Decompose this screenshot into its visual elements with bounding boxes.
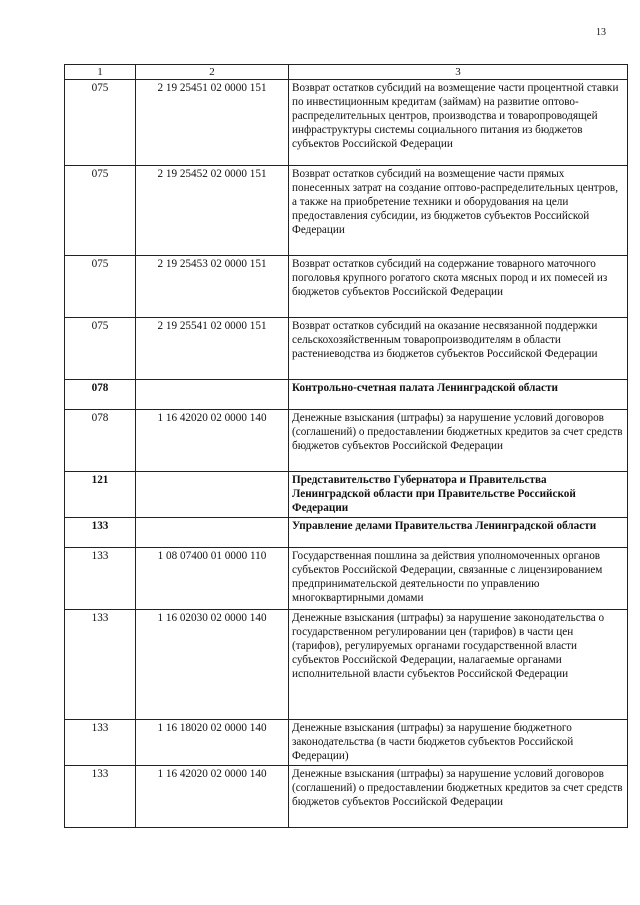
table-row: [65, 80, 628, 166]
table-row: [65, 410, 628, 472]
kbk-cell: 2 19 25451 02 0000 151: [136, 80, 289, 166]
kbk-cell: 1 16 42020 02 0000 140: [136, 766, 289, 828]
description-cell: Денежные взыскания (штрафы) за нарушение бюджетного законодательства (в части бюджетов субъектов Российской Федерации): [289, 720, 628, 766]
kbk-cell: 1 08 07400 01 0000 110: [136, 548, 289, 610]
table-row: [65, 548, 628, 610]
page-number: 13: [596, 27, 606, 38]
description-cell: Возврат остатков субсидий на возмещение части прямых понесенных затрат на создание оптово-распределительных центров, а также на приобретение техники и оборудования на цели предоставления субсидии, из бюджетов субъектов Российской Федерации: [289, 166, 628, 256]
table-row-section: [65, 472, 628, 518]
budget-codes-table: [64, 64, 628, 828]
admin-code-cell: 133: [65, 548, 136, 610]
table-row-section: [65, 380, 628, 410]
kbk-cell: 2 19 25453 02 0000 151: [136, 256, 289, 318]
admin-code-cell: 133: [65, 610, 136, 720]
description-cell: Государственная пошлина за действия уполномоченных органов субъектов Российской Федерации, связанные с лицензированием предпринимательской деятельности по управлению многоквартирными домами: [289, 548, 628, 610]
column-header-2: 2: [136, 65, 289, 80]
column-header-1: 1: [65, 65, 136, 80]
description-cell: Возврат остатков субсидий на содержание товарного маточного поголовья крупного рогатого скота мясных пород и их помесей из бюджетов субъектов Российской Федерации: [289, 256, 628, 318]
section-title-cell: Управление делами Правительства Ленинградской области: [289, 518, 628, 548]
kbk-cell: 1 16 02030 02 0000 140: [136, 610, 289, 720]
admin-code-cell: 133: [65, 766, 136, 828]
table-row: [65, 720, 628, 766]
kbk-cell: 2 19 25541 02 0000 151: [136, 318, 289, 380]
description-cell: Денежные взыскания (штрафы) за нарушение условий договоров (соглашений) о предоставлении бюджетных кредитов за счет средств бюджетов субъектов Российской Федерации: [289, 410, 628, 472]
admin-code-cell: 121: [65, 472, 136, 518]
admin-code-cell: 078: [65, 380, 136, 410]
table-row: [65, 766, 628, 828]
table-row: [65, 318, 628, 380]
admin-code-cell: 075: [65, 318, 136, 380]
section-title-cell: Контрольно-счетная палата Ленинградской области: [289, 380, 628, 410]
kbk-cell: [136, 518, 289, 548]
description-cell: Денежные взыскания (штрафы) за нарушение условий договоров (соглашений) о предоставлении бюджетных кредитов за счет средств бюджетов субъектов Российской Федерации: [289, 766, 628, 828]
admin-code-cell: 075: [65, 80, 136, 166]
kbk-cell: 1 16 18020 02 0000 140: [136, 720, 289, 766]
table-row: [65, 610, 628, 720]
table-row: [65, 166, 628, 256]
admin-code-cell: 133: [65, 720, 136, 766]
admin-code-cell: 075: [65, 256, 136, 318]
description-cell: Возврат остатков субсидий на оказание несвязанной поддержки сельскохозяйственным товаропроизводителям в области растениеводства из бюджетов субъектов Российской Федерации: [289, 318, 628, 380]
table-header-row: [65, 65, 628, 80]
table-row-section: [65, 518, 628, 548]
admin-code-cell: 078: [65, 410, 136, 472]
kbk-cell: [136, 380, 289, 410]
kbk-cell: 2 19 25452 02 0000 151: [136, 166, 289, 256]
table-row: [65, 256, 628, 318]
description-cell: Возврат остатков субсидий на возмещение части процентной ставки по инвестиционным кредитам (займам) на развитие оптово-распределительных центров, производства и товаропроводящей инфраструктуры системы социального питания из бюджетов субъектов Российской Федерации: [289, 80, 628, 166]
kbk-cell: [136, 472, 289, 518]
description-cell: Денежные взыскания (штрафы) за нарушение законодательства о государственном регулировании цен (тарифов) в части цен (тарифов), регулируемых органами государственной власти субъектов Российской Федерации, налагаемые органами исполнительной власти субъектов Российской Федерации: [289, 610, 628, 720]
admin-code-cell: 133: [65, 518, 136, 548]
section-title-cell: Представительство Губернатора и Правительства Ленинградской области при Правительстве Российской Федерации: [289, 472, 628, 518]
kbk-cell: 1 16 42020 02 0000 140: [136, 410, 289, 472]
column-header-3: 3: [289, 65, 628, 80]
admin-code-cell: 075: [65, 166, 136, 256]
